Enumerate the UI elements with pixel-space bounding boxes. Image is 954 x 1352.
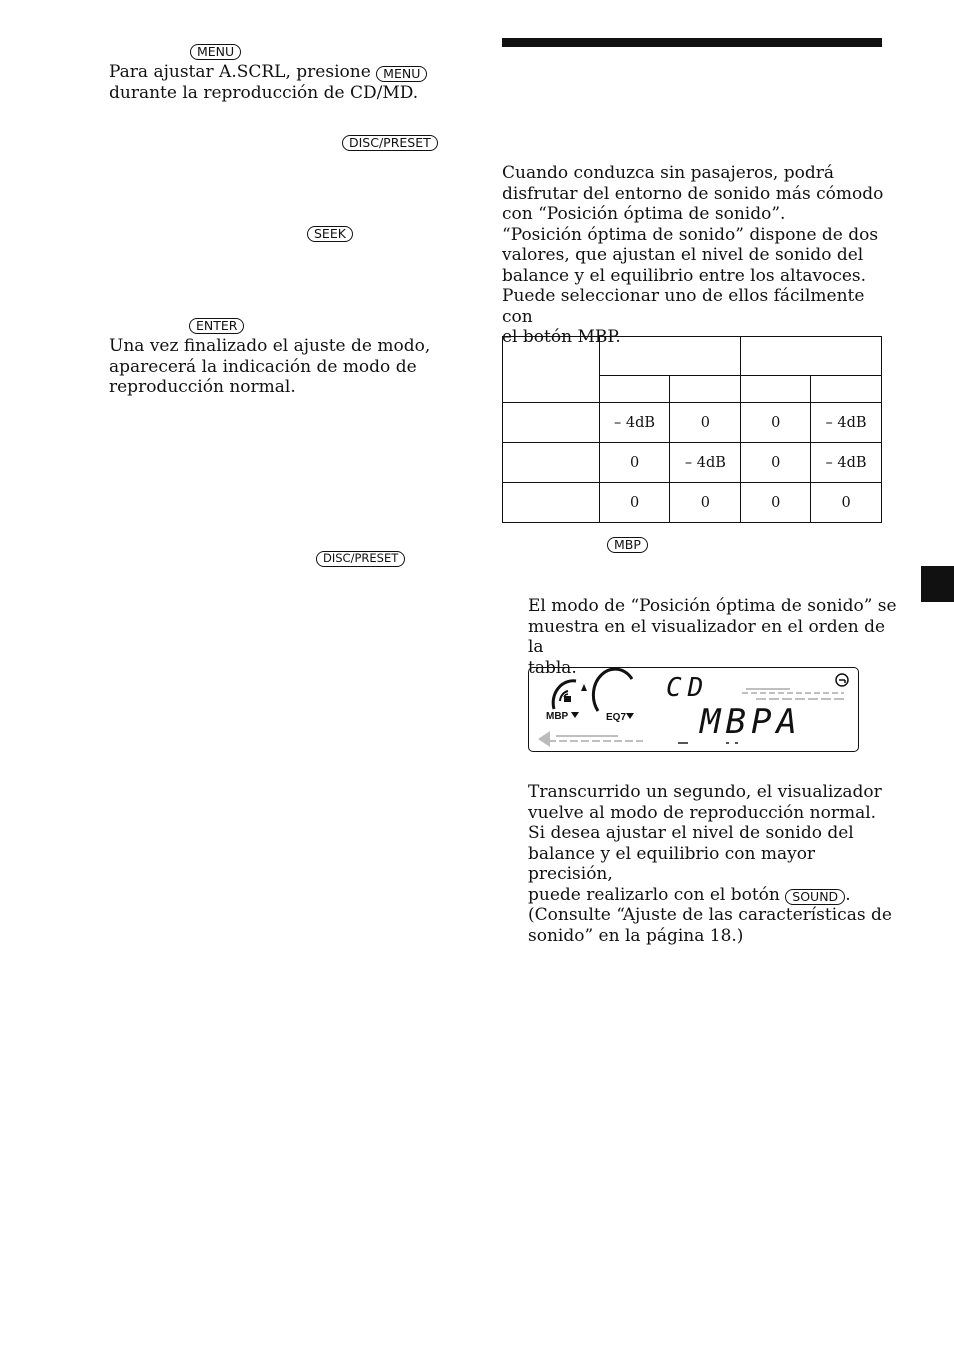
mbp-label: MBP [545,710,568,722]
intro-paragraph: Cuando conduzca sin pasajeros, podrá disfrutar del entorno de sonido más cómodo con “Posición óptima de sonido”. “Posición óptima de sonido” dispone de dos valores, que ajustan el nivel de sonido del balance y el equilibrio entre los altavoces. Puede seleccionar uno de ellos fácilmente con el botón MBP. [502,163,884,347]
lcd-display [528,667,859,752]
lcd-graphics [528,667,859,752]
table-group-header-1 [599,337,741,376]
disc-preset-key: DISC/PRESET [342,135,438,151]
eq-arc-icon [593,669,632,711]
disc-preset-key-2: DISC/PRESET [316,551,405,567]
ascrl-paragraph: Para ajustar A.SCRL, presione MENU durante la reproducción de CD/MD. [109,62,469,103]
seek-key: SEEK [307,226,353,242]
lcd-mode-text: MBPA [699,701,802,742]
menu-key-inline: MENU [376,66,427,82]
table-row: – 4dB 0 0 – 4dB [503,403,882,443]
section-header-bar [502,38,882,47]
sound-key: SOUND [785,889,845,905]
menu-key: MENU [190,44,241,60]
enter-key: ENTER [189,318,244,334]
after-paragraph: Transcurrido un segundo, el visualizador vuelve al modo de reproducción normal. Si desea ajustar el nivel de sonido del balance y el equilibrio con mayor precisión, puede realizarlo con el botón SOUND . (Consulte “Ajuste de las características de sonido” en la página 18.) [528,782,892,946]
lcd-source-text: CD [665,672,709,703]
table-row: 0 – 4dB 0 – 4dB [503,443,882,483]
eq-label: EQ7 [605,711,626,723]
power-icon [836,674,848,686]
mode-done-paragraph: Una vez finalizado el ajuste de modo, aparecerá la indicación de modo de reproducción normal. [109,336,431,397]
mbp-key: MBP [607,537,648,553]
mbp-arc-icon [553,680,587,708]
mbp-settings-table [502,336,882,523]
chapter-tab-marker [921,566,954,602]
table-row: 0 0 0 0 [503,483,882,523]
table-header-row [503,337,882,376]
table-corner-cell [503,337,600,403]
table-group-header-2 [741,337,882,376]
mbp-step-paragraph: El modo de “Posición óptima de sonido” se muestra en el visualizador en el orden de la tabla. [528,596,897,678]
